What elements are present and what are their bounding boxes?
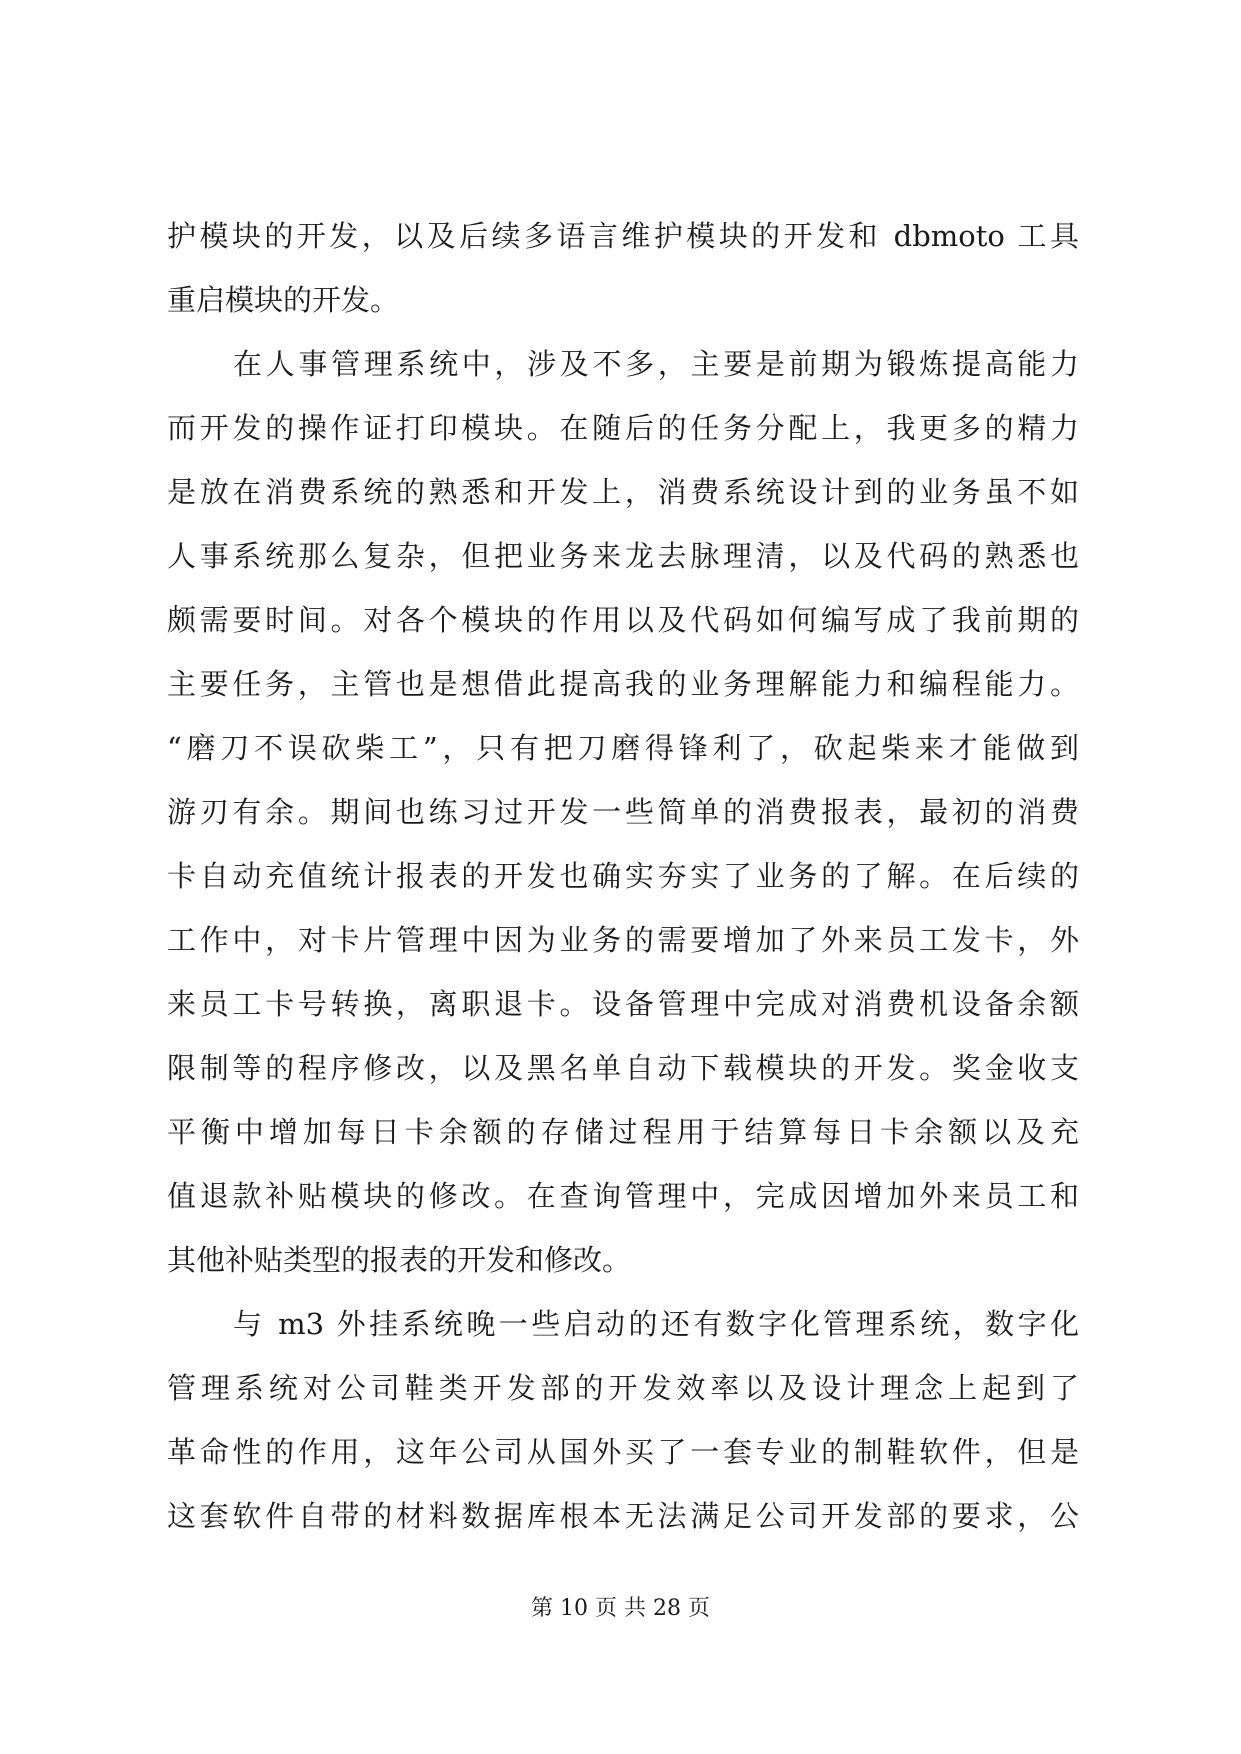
- paragraph: [167, 1292, 1079, 1548]
- text-line: 这套软件自带的材料数据库根本无法满足公司开发部的要求，公: [167, 1499, 1079, 1533]
- text-line: 革命性的作用，这年公司从国外买了一套专业的制鞋软件，但是: [167, 1435, 1079, 1469]
- text-line: 工作中，对卡片管理中因为业务的需要增加了外来员工发卡，外: [167, 923, 1079, 957]
- text-line: 是放在消费系统的熟悉和开发上，消费系统设计到的业务虽不如: [167, 475, 1079, 509]
- paragraph: [167, 332, 1079, 1292]
- text-line: 管理系统对公司鞋类开发部的开发效率以及设计理念上起到了: [167, 1371, 1079, 1405]
- page-footer: 第 10 页 共 28 页: [531, 1596, 710, 1621]
- paragraph: [167, 204, 1079, 332]
- text-line: 来员工卡号转换，离职退卡。设备管理中完成对消费机设备余额: [167, 987, 1079, 1021]
- text-line: 平衡中增加每日卡余额的存储过程用于结算每日卡余额以及充: [167, 1115, 1079, 1149]
- text-line: 卡自动充值统计报表的开发也确实夯实了业务的了解。在后续的: [167, 859, 1079, 893]
- text-line: 重启模块的开发。: [167, 283, 400, 317]
- text-line: 主要任务，主管也是想借此提高我的业务理解能力和编程能力。: [167, 667, 1079, 701]
- text-line: 而开发的操作证打印模块。在随后的任务分配上，我更多的精力: [167, 411, 1079, 445]
- text-line: 在人事管理系统中，涉及不多，主要是前期为锻炼提高能力: [233, 347, 1079, 381]
- text-line: 其他补贴类型的报表的开发和修改。: [167, 1243, 632, 1277]
- text-line: 限制等的程序修改，以及黑名单自动下载模块的开发。奖金收支: [167, 1051, 1079, 1085]
- text-line: 值退款补贴模块的修改。在查询管理中，完成因增加外来员工和: [167, 1179, 1079, 1213]
- document-body: [167, 204, 1079, 1548]
- text-line: 护模块的开发，以及后续多语言维护模块的开发和 dbmoto 工具: [167, 219, 1079, 253]
- text-line: 游刃有余。期间也练习过开发一些简单的消费报表，最初的消费: [167, 795, 1079, 829]
- text-line: 人事系统那么复杂，但把业务来龙去脉理清，以及代码的熟悉也: [167, 539, 1079, 573]
- text-line: “磨刀不误砍柴工”，只有把刀磨得锋利了，砍起柴来才能做到: [167, 731, 1079, 765]
- text-line: 颇需要时间。对各个模块的作用以及代码如何编写成了我前期的: [167, 603, 1079, 637]
- text-line: 与 m3 外挂系统晚一些启动的还有数字化管理系统，数字化: [233, 1307, 1079, 1341]
